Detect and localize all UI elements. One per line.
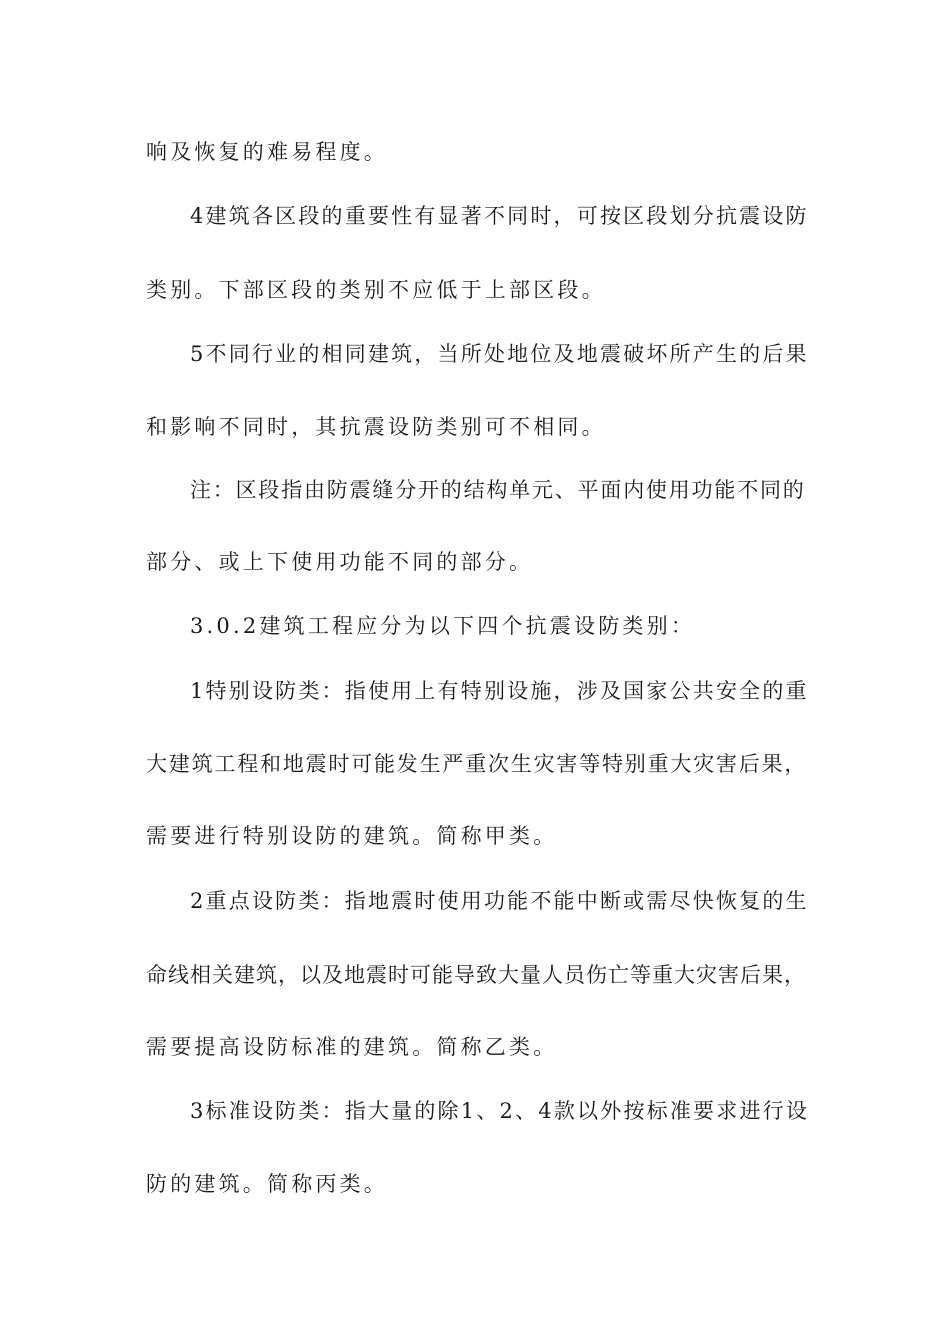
text-line: 和影响不同时，其抗震设防类别可不相同。 <box>146 415 606 439</box>
text-line: 需要提高设防标准的建筑。简称乙类。 <box>146 1035 558 1059</box>
text-line: 需要进行特别设防的建筑。简称甲类。 <box>146 824 558 848</box>
text-line: 防的建筑。简称丙类。 <box>146 1172 388 1196</box>
text-line: 命线相关建筑，以及地震时可能导致大量人员伤亡等重大灾害后果， <box>146 963 806 987</box>
text-line: 大建筑工程和地震时可能发生严重次生灾害等特别重大灾害后果， <box>146 752 808 776</box>
text-line: 5不同行业的相同建筑，当所处地位及地震破坏所产生的后果 <box>190 342 809 366</box>
text-line: 4建筑各区段的重要性有显著不同时，可按区段划分抗震设防 <box>190 204 809 228</box>
text-line: 2重点设防类：指地震时使用功能不能中断或需尽快恢复的生 <box>190 889 809 913</box>
text-line: 响及恢复的难易程度。 <box>146 140 388 164</box>
text-line: 类别。下部区段的类别不应低于上部区段。 <box>146 278 606 302</box>
text-line: 注：区段指由防震缝分开的结构单元、平面内使用功能不同的 <box>190 478 806 502</box>
text-line: 3.0.2建筑工程应分为以下四个抗震设防类别： <box>190 614 696 638</box>
text-line: 部分、或上下使用功能不同的部分。 <box>146 550 534 574</box>
text-line: 3标准设防类：指大量的除1、2、4款以外按标准要求进行设 <box>190 1099 810 1123</box>
text-line: 1特别设防类：指使用上有特别设施，涉及国家公共安全的重 <box>190 679 809 703</box>
